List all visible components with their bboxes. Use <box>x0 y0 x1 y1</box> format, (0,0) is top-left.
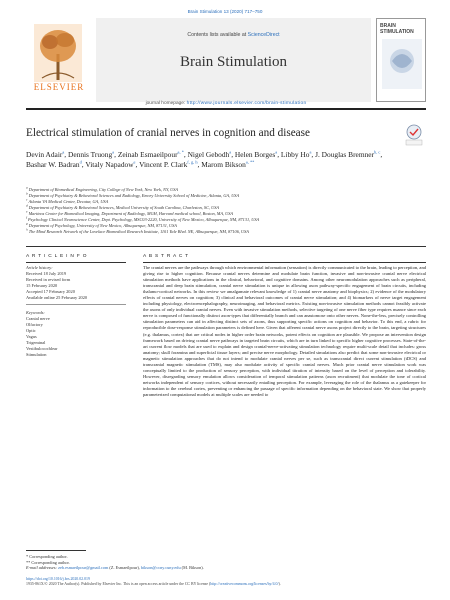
affiliation-list <box>26 187 426 235</box>
affiliation-text: Department of Psychology, University of New Mexico, Albuquerque, NM, 87131, USA <box>28 223 177 228</box>
author-affiliation-marker[interactable]: a, * <box>177 149 184 155</box>
sciencedirect-link[interactable]: ScienceDirect <box>247 32 280 38</box>
email-link-bikson[interactable]: bikson@ccny.cuny.edu <box>140 565 181 571</box>
affiliation-marker: b <box>26 191 28 196</box>
affiliation-text: Atlanta VA Medical Center, Decatur, GA, USA <box>28 199 109 204</box>
keyword: Stimulation <box>26 351 47 357</box>
affiliation-marker: d <box>26 203 28 208</box>
history-entry: Available online 25 February 2020 <box>26 294 88 300</box>
author-affiliation-marker[interactable]: b, c <box>374 149 381 155</box>
affiliation-marker: e <box>26 209 28 214</box>
affiliation-marker: a <box>26 185 28 190</box>
author-name[interactable]: Libby Ho <box>280 150 310 159</box>
keyword: Trigeminal <box>26 339 46 345</box>
cover-title-line2: STIMULATION <box>380 29 414 35</box>
corresponding-author-2: ** Corresponding author. <box>26 559 70 565</box>
journal-cover[interactable] <box>376 18 426 102</box>
author-name[interactable]: Vincent P. Clark <box>139 160 188 169</box>
author-name[interactable]: Helen Borges <box>234 150 276 159</box>
license-link[interactable]: http://creativecommons.org/licenses/by/4.0/ <box>210 582 279 587</box>
article-info-heading: A R T I C L E I N F O <box>26 254 88 259</box>
author-affiliation-marker[interactable]: a <box>112 149 115 155</box>
history-entry: Received in revised form <box>26 276 71 282</box>
elsevier-logo[interactable] <box>26 18 92 102</box>
author-name[interactable]: Marom Bikson <box>201 160 246 169</box>
footnote-rule <box>26 550 86 551</box>
affiliation-marker: g <box>26 221 28 226</box>
author-affiliation-marker[interactable]: a <box>229 149 232 155</box>
history-entry: Received 18 July 2019 <box>26 270 67 276</box>
journal-info-block <box>96 18 371 102</box>
history-entry: 15 February 2020 <box>26 282 58 288</box>
author-affiliation-marker[interactable]: a, ** <box>245 159 255 165</box>
cover-title-line1: BRAIN <box>380 23 396 29</box>
affiliation <box>26 229 426 235</box>
divider-info <box>26 262 126 263</box>
elsevier-tree-icon <box>34 24 82 82</box>
history-entry: Accepted 17 February 2020 <box>26 288 75 294</box>
author-affiliation-marker[interactable]: a <box>309 149 312 155</box>
affiliation-text: Department of Psychiatry & Behavioral Sciences and Radiology, Emory University School of Medicine, Atlanta, GA, USA <box>28 193 240 198</box>
author-name[interactable]: Vitaly Napadow <box>85 160 134 169</box>
history-list <box>26 271 126 301</box>
keyword: Vagus <box>26 334 37 340</box>
author-affiliation-marker[interactable]: f, g, h <box>187 159 198 165</box>
divider-top <box>26 246 426 247</box>
license-prefix: 1935-861X/© 2020 The Author(s). Published by Elsevier Inc. This is an open access article under the CC BY license ( <box>26 582 211 587</box>
affiliation-text: The Mind Research Network of the Lovelace Biomedical Research Institute, 1101 Yale Blvd. NE, Albuquerque, NM, 87106, USA <box>28 229 249 234</box>
article-info <box>26 265 126 358</box>
license-line <box>26 582 426 587</box>
keywords-label: Keywords: <box>26 310 45 316</box>
cover-art-icon <box>382 39 422 89</box>
contents-prefix: Contents lists available at <box>187 32 248 38</box>
homepage-prefix: journal homepage: <box>145 101 187 106</box>
abstract-heading: A B S T R A C T <box>143 254 189 259</box>
divider-abstract <box>143 262 426 263</box>
affiliation-text: Martinos Center for Biomedical Imaging, Department of Radiology, MGH, Harvard medical school, Boston, MA, USA <box>28 211 233 216</box>
affiliation-marker: f <box>26 215 27 220</box>
author-name[interactable]: Nigel Gebodh <box>187 150 230 159</box>
keyword: Vestibulocochlear <box>26 345 58 351</box>
doi-link[interactable]: https://doi.org/10.1016/j.brs.2020.02.019 <box>26 577 90 581</box>
author-affiliation-marker[interactable]: d <box>79 159 82 165</box>
author-affiliation-marker[interactable]: a <box>62 149 65 155</box>
doi-license <box>26 577 426 587</box>
article-title: Electrical stimulation of cranial nerves in cognition and disease <box>26 127 310 139</box>
homepage-link[interactable]: http://www.journals.elsevier.com/brain-stimulation <box>186 101 307 106</box>
email-link-esmaeilpour[interactable]: zeb.esmaeilpour@gmail.com <box>58 565 109 571</box>
keyword-list <box>26 316 126 357</box>
contents-line <box>96 32 371 38</box>
author-affiliation-marker[interactable]: a <box>275 149 278 155</box>
keyword: Olfactory <box>26 322 43 328</box>
author-list: Devin Adair$^a$, Dennis Truong$^a$, Zeinab Esmaeilpour$^{a, *}$, Nigel Gebodh$^a$, Helen Borges$^a$, Libby Ho$^a$, J. Douglas Bremner$^{b, c}$, Bashar W. Badran$^d$, Vitaly Napadow$^e$, Vincent P. Clark$^{f, g, h}$, Marom Bikson$^{a, **}$ <box>26 149 383 169</box>
author-name[interactable]: Devin Adair <box>26 150 63 159</box>
affiliation-text: Psychology Clinical Neuroscience Center, Dept. Psychology, MSC03-2220, University of New Mexico, Albuquerque, NM, 87131, USA <box>28 217 260 222</box>
homepage-bar <box>26 101 426 110</box>
corresponding-author-1: * Corresponding author. <box>26 554 68 559</box>
journal-reference[interactable]: Brain Stimulation 13 (2020) 717–750 <box>187 9 263 14</box>
history-label: Article history: <box>26 265 53 270</box>
email-prefix: E-mail addresses: <box>26 565 59 571</box>
abstract-text: The cranial nerves are the pathways through which environmental information (sensation) is directly communicated to the brain, leading to perception, and giving rise to higher cognition. Because cranial nerves determine and modulate brain function, invasive and non-invasive cranial nerve electrical stimulation methods have applications in the clinical, behavioral, and cognitive domains. Among other neuromodulation approaches such as peripheral, transcranial and deep brain stimulation, cranial nerve stimulation is unique in allowing axon pathway-specific engagement of brain circuits, including thalamo-cortical networks. In this review we amalgamate relevant knowledge of 1) cranial nerve anatomy and biophysics; 2) evidence of the modulatory effects of cranial nerves on cognition; 3) clinical and behavioral outcomes of cranial nerve stimulation; and 4) biomarkers of nerve target engagement including physiology, electroencephalography, neuroimaging, and behavioral metrics. Existing non-invasive stimulation methods cannot feasibly activate the axons of only individual cranial nerves. Even with invasive stimulation methods, selective targeting of one nerve fiber type requires nuance since each nerve is composed of functionally distinct axon-types that differentially branch and can anastomose onto other nerves. None-the-less, precisely controlling stimulation parameters can aid in affecting distinct sets of axons, thus supporting specific actions on cognition and behavior. To this end, a rubric for reproducible dose-response stimulation parameters is defined here. Given that afferent cranial nerve axons project directly to the brain, targeting structures (e.g. thalamus, cortex) that are critical nodes in higher order brain networks, potent effects on cognition are plausible. We propose an intervention design framework based on driving cranial nerve pathways in targeted brain circuits, which are in turn linked to specific higher cognitive processes. State-of-the-art current flow models that are used to explain and design cranial-nerve-activating stimulation technology require multi-scale detail that includes: gross anatomy; skull foramina and superficial tissue layers; and precise nerve morphology. Detailed simulations also predict that some non-invasive electrical or magnetic stimulation approaches that do not intend to modulate cranial nerves per se, such as transcranial direct current stimulation (tDCS) and transcranial magnetic stimulation (TMS), may also modulate activity of specific cranial nerves. Much prior cranial nerve stimulation work was conceptually limited to the production of sensory perception, with individual titration of intensity based on the level of perception and tolerability. However, disregarding sensory emulation allows consideration of temporal stimulation patterns (axon recruitment) that modulate the tone of cortical networks independent of sensory cortices, without necessarily entailing perception. For example, leveraging the role of the thalamus as a gatekeeper for information to the cerebral cortex, preventing or enhancing the passage of specific information depending on the behavioral state. We show that properly parameterized computational models at multiple scales are needed to <box>143 265 426 397</box>
masthead <box>26 18 426 108</box>
author-name[interactable]: Dennis Truong <box>68 150 113 159</box>
author-name[interactable]: J. Douglas Bremner <box>315 150 375 159</box>
check-for-updates-icon[interactable] <box>404 124 424 146</box>
keyword: Optic <box>26 328 36 334</box>
cover-title <box>380 23 414 35</box>
license-suffix: ). <box>278 582 281 587</box>
affiliation-text: Department of Psychiatry & Behavioral Sciences, Medical University of South Carolina, Charleston, SC, USA <box>28 205 219 210</box>
email-name-esmaeilpour: (Z. Esmaeilpour), <box>108 565 141 571</box>
author-name[interactable]: Zeinab Esmaeilpour <box>117 150 178 159</box>
author-affiliation-marker[interactable]: e <box>133 159 136 165</box>
elsevier-wordmark: ELSEVIER <box>33 82 85 92</box>
footnotes <box>26 554 426 571</box>
journal-name: Brain Stimulation <box>179 54 288 70</box>
email-name-bikson: (M. Bikson). <box>180 565 204 571</box>
keyword: Cranial nerve <box>26 316 50 322</box>
author-name[interactable]: Bashar W. Badran <box>26 160 80 169</box>
email-line <box>26 565 426 571</box>
affiliation-marker: c <box>26 197 28 202</box>
affiliation-text: Department of Biomedical Engineering, City College of New York, New York, NY, USA <box>28 187 178 192</box>
affiliation-marker: h <box>26 227 28 232</box>
